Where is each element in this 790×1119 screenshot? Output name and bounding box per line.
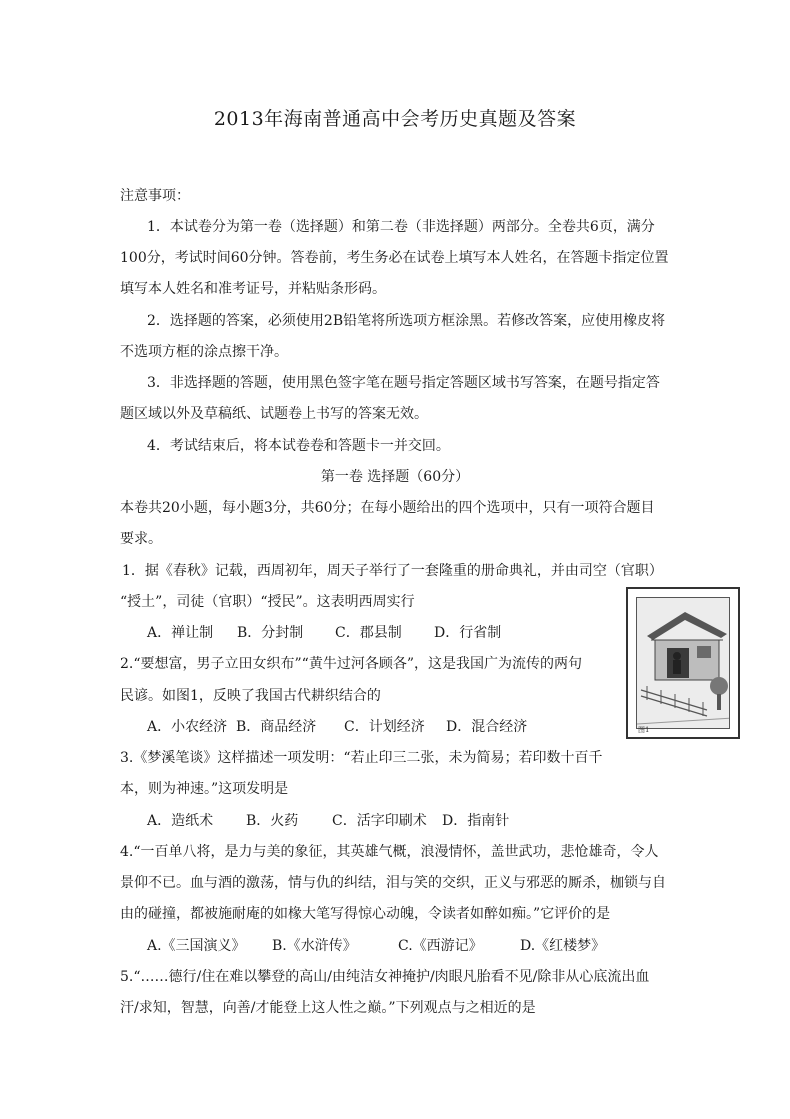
question-stem: 3.《梦溪笔谈》这样描述一项发明：“若止印三二张，未为简易；若印数十百千 xyxy=(120,750,603,766)
note-line: 100分，考试时间60分钟。答卷前，考生务必在试卷上填写本人姓名，在答题卡指定位置 xyxy=(120,250,669,266)
option: B.《水浒传》 xyxy=(272,938,357,954)
note-line: 4．考试结束后，将本试卷卷和答题卡一并交回。 xyxy=(147,438,450,454)
option: D.《红楼梦》 xyxy=(520,938,606,954)
question-stem: 4.“一百单八将，是力与美的象征，其英雄气概，浪漫情怀，盖世武功，悲怆雄奇，令人 xyxy=(120,844,659,860)
question-stem: 由的碰撞，都被施耐庵的如椽大笔写得惊心动魄，令读者如醉如痴。”它评价的是 xyxy=(120,906,611,922)
page-title: 2013年海南普通高中会考历史真题及答案 xyxy=(213,108,577,130)
note-line: 填写本人姓名和准考证号，并粘贴条形码。 xyxy=(120,281,386,297)
figure-1-illustration xyxy=(636,597,730,729)
question-stem: 本，则为神速。”这项发明是 xyxy=(120,781,289,797)
section-title: 第一卷 选择题（60分） xyxy=(320,469,470,485)
farm-scene-illustration xyxy=(637,598,730,729)
option: C．郡县制 xyxy=(335,625,402,641)
question-stem: “授土”，司徒（官职）“授民”。这表明西周实行 xyxy=(120,594,415,610)
question-stem: 1．据《春秋》记载，西周初年，周天子举行了一套隆重的册命典礼，并由司空（官职） xyxy=(122,563,663,579)
question-stem: 2.“要想富，男子立田女织布”“黄牛过河各顾各”，这是我国广为流传的两句 xyxy=(120,656,582,672)
option: D．行省制 xyxy=(434,625,502,641)
note-line: 题区域以外及草稿纸、试题卷上书写的答案无效。 xyxy=(120,406,428,422)
question-stem: 景仰不已。血与酒的激荡，情与仇的纠结，泪与笑的交织，正义与邪恶的厮杀，枷锁与自 xyxy=(120,875,666,891)
option: A．小农经济 xyxy=(147,719,228,735)
option: B．分封制 xyxy=(237,625,304,641)
section-intro: 本卷共20小题，每小题3分，共60分；在每小题给出的四个选项中，只有一项符合题目 xyxy=(120,500,655,516)
note-line: 2．选择题的答案，必须使用2B铅笔将所选项方框涂黑。若修改答案，应使用橡皮将 xyxy=(147,313,666,329)
note-line: 3．非选择题的答题，使用黑色签字笔在题号指定答题区域书写答案，在题号指定答 xyxy=(147,375,660,391)
question-stem: 5.“……德行/住在难以攀登的高山/由纯洁女神掩护/肉眼凡胎看不见/除非从心底流出血 xyxy=(120,969,650,985)
note-line: 1．本试卷分为第一卷（选择题）和第二卷（非选择题）两部分。全卷共6页，满分 xyxy=(147,219,655,235)
option: D．混合经济 xyxy=(446,719,528,735)
option: C．活字印刷术 xyxy=(332,813,427,829)
note-line: 不选项方框的涂点擦干净。 xyxy=(120,344,288,360)
question-stem: 汗/求知，智慧，向善/才能登上这人性之巅。”下列观点与之相近的是 xyxy=(120,1000,536,1016)
section-intro: 要求。 xyxy=(120,531,162,547)
option: B．商品经济 xyxy=(236,719,317,735)
option: A．造纸术 xyxy=(147,813,214,829)
question-stem: 民谚。如图1，反映了我国古代耕织结合的 xyxy=(120,688,381,704)
option: D．指南针 xyxy=(442,813,510,829)
option: A.《三国演义》 xyxy=(147,938,246,954)
option: C．计划经济 xyxy=(344,719,425,735)
option: A．禅让制 xyxy=(147,625,214,641)
notes-heading: 注意事项： xyxy=(120,188,190,204)
figure-1 xyxy=(626,587,740,739)
option: C.《西游记》 xyxy=(398,938,483,954)
figure-caption: 图1 xyxy=(638,726,650,734)
option: B．火药 xyxy=(246,813,299,829)
